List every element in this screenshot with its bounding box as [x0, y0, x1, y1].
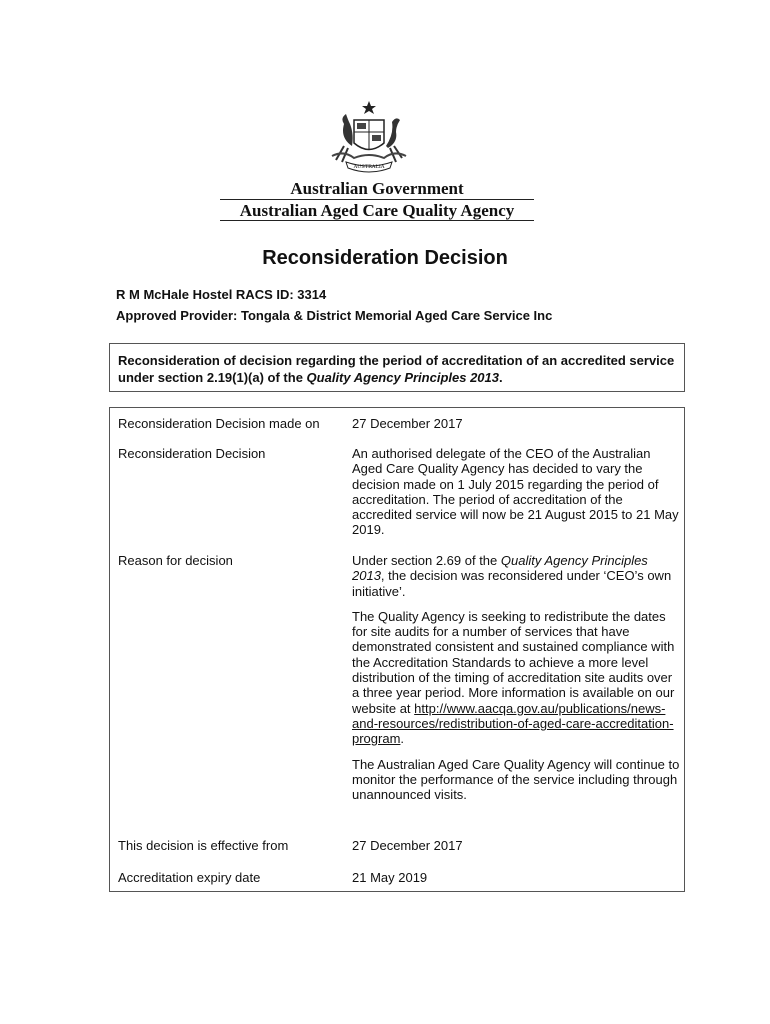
reason-p2-text: The Quality Agency is seeking to redistribute the dates for site audits for a number of services that have demonstrated consistent and sustained compliance with the Accreditation Standards to achieve a more level distribution of the timing of accreditation site audits over a three year period. More information is available on our website at: [352, 608, 675, 716]
notice-italic: Quality Agency Principles 2013: [306, 370, 499, 385]
value-effective: 27 December 2017: [352, 838, 463, 853]
value-decision: An authorised delegate of the CEO of the Australian Aged Care Quality Agency has decided to vary the decision made on 1 July 2015 regarding the period of accreditation. The period of accreditation of the accredited service will now be 21 August 2015 to 21 May 2019.: [352, 446, 679, 538]
reason-paragraph-2: [352, 609, 682, 747]
header-rule: [220, 199, 534, 200]
government-name: Australian Government: [290, 179, 464, 198]
decision-table: [109, 407, 685, 892]
reason-p2-end: .: [400, 731, 405, 747]
label-made-on: Reconsideration Decision made on: [118, 416, 320, 431]
reason-paragraph-1: [352, 553, 682, 599]
notice-text: Reconsideration of decision regarding the period of accreditation of an accredited service under section 2.19(1)(a) of the: [118, 353, 675, 385]
notice-box: [109, 343, 685, 392]
value-reason: [352, 553, 682, 812]
value-expiry: 21 May 2019: [352, 870, 428, 885]
label-effective: This decision is effective from: [118, 838, 289, 853]
notice-end: .: [498, 370, 503, 385]
crest-motto: AUSTRALIA: [353, 164, 385, 170]
website-link[interactable]: http://www.aacqa.gov.au/publications/news-and-resources/redistribution-of-aged-care-accreditation-program: [352, 700, 674, 747]
reason-p1-text: Under section 2.69 of the: [352, 553, 498, 568]
reason-paragraph-3: The Australian Aged Care Quality Agency will continue to monitor the performance of the service including through unannounced visits.: [352, 756, 680, 803]
reason-p1-end: , the decision was reconsidered under ‘CEO’s own initiative’.: [352, 568, 672, 599]
label-reason: Reason for decision: [118, 553, 233, 568]
reason-p1-italic: Quality Agency Principles 2013: [352, 553, 648, 584]
value-made-on: 27 December 2017: [352, 416, 463, 431]
label-expiry: Accreditation expiry date: [118, 870, 261, 885]
label-decision: Reconsideration Decision: [118, 446, 266, 461]
coat-of-arms-logo: [304, 98, 434, 178]
header-rule-bottom: [220, 220, 534, 221]
service-id: R M McHale Hostel RACS ID: 3314: [116, 287, 327, 302]
agency-name: Australian Aged Care Quality Agency: [239, 201, 515, 220]
page-title: Reconsideration Decision: [262, 247, 508, 269]
approved-provider: Approved Provider: Tongala & District Memorial Aged Care Service Inc: [116, 308, 553, 323]
